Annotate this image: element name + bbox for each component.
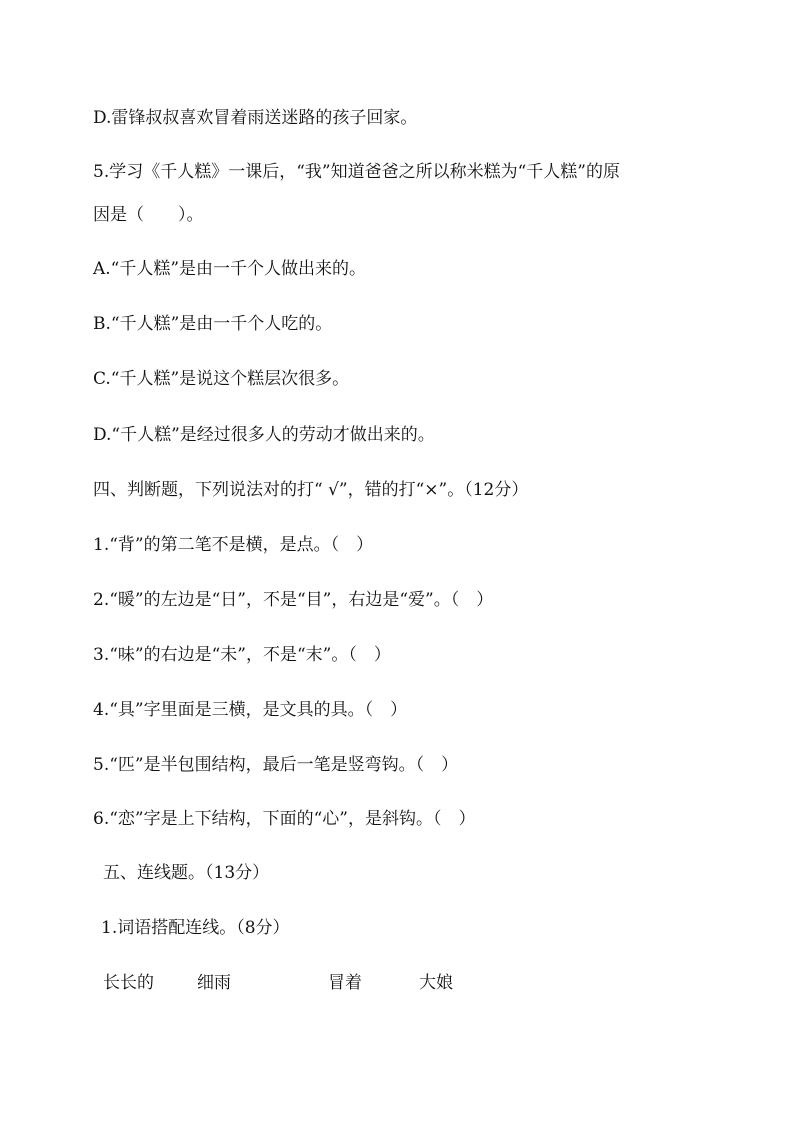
word-4: 大娘 bbox=[419, 973, 453, 993]
word-2: 细雨 bbox=[197, 973, 231, 993]
section4-item-1: 1.“背”的第二笔不是横，是点。（ ） bbox=[93, 535, 374, 555]
q5-stem-line1: 5.学习《千人糕》一课后，“我”知道爸爸之所以称米糕为“千人糕”的原 bbox=[93, 162, 620, 182]
word-3: 冒着 bbox=[328, 973, 362, 993]
section4-item-5: 5.“匹”是半包围结构，最后一笔是竖弯钩。（ ） bbox=[93, 755, 459, 775]
word-1: 长长的 bbox=[103, 973, 154, 993]
section5-heading: 五、连线题。（13分） bbox=[103, 863, 270, 883]
q5-option-b: B.“千人糕”是由一千个人吃的。 bbox=[93, 314, 333, 334]
section4-item-4: 4.“具”字里面是三横，是文具的具。（ ） bbox=[93, 700, 408, 720]
section4-item-3: 3.“味”的右边是“未”，不是“末”。（ ） bbox=[93, 645, 391, 665]
q5-stem-line2: 因是（ ）。 bbox=[93, 205, 204, 225]
q5-option-a: A.“千人糕”是由一千个人做出来的。 bbox=[93, 259, 367, 279]
section5-sub1: 1.词语搭配连线。（8分） bbox=[101, 918, 290, 938]
section4-item-2: 2.“暖”的左边是“日”，不是“目”，右边是“爱”。（ ） bbox=[93, 590, 494, 610]
section4-heading: 四、判断题，下列说法对的打“ √”，错的打“×”。（12分） bbox=[93, 480, 529, 500]
q4-option-d: D.雷锋叔叔喜欢冒着雨送迷路的孩子回家。 bbox=[93, 108, 418, 128]
section4-item-6: 6.“恋”字是上下结构，下面的“心”，是斜钩。（ ） bbox=[93, 809, 476, 829]
q5-option-c: C.“千人糕”是说这个糕层次很多。 bbox=[93, 369, 350, 389]
q5-option-d: D.“千人糕”是经过很多人的劳动才做出来的。 bbox=[93, 425, 435, 445]
